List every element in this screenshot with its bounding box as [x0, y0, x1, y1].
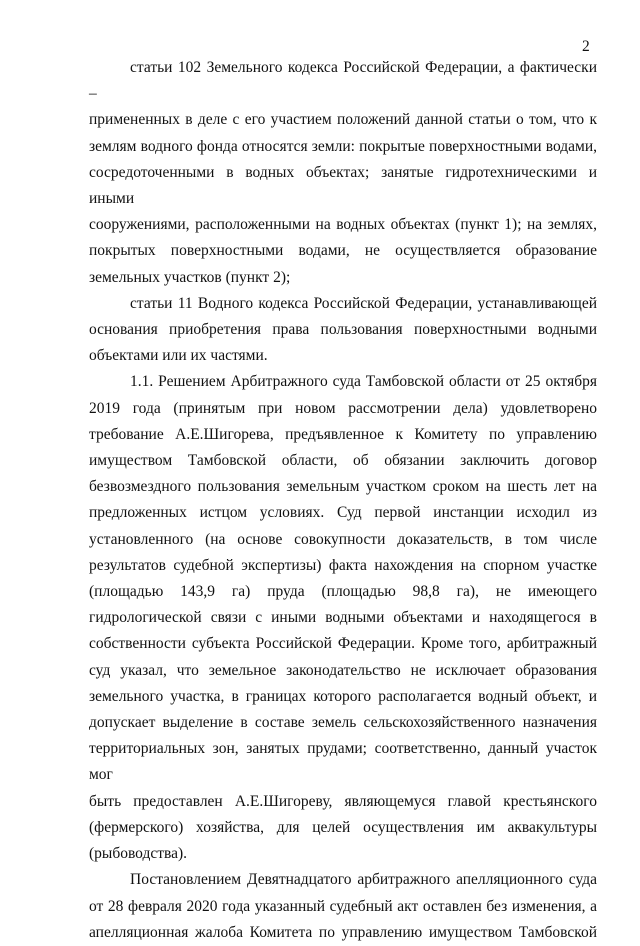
text-line: статьи 102 Земельного кодекса Российской Федерации, а фактически –: [89, 59, 597, 103]
text-line: от 28 февраля 2020 года указанный судебный акт оставлен без изменения, а: [89, 897, 597, 915]
text-line: предложенных истцом условиях. Суд первой инстанции исходил из: [89, 504, 597, 522]
paragraph: [89, 55, 597, 291]
text-line: требование А.Е.Шигорева, предъявленное к Комитету по управлению: [89, 425, 597, 443]
text-line: гидрологической связи с иными водными объектами и находящегося в: [89, 609, 597, 627]
text-line: собственности субъекта Российской Федерации. Кроме того, арбитражный: [89, 635, 597, 653]
text-line: 2019 года (принятым при новом рассмотрении дела) удовлетворено: [89, 399, 597, 417]
text-line: (площадью 143,9 га) пруда (площадью 98,8 га), не имеющего: [89, 583, 597, 601]
text-line: статьи 11 Водного кодекса Российской Федерации, устанавливающей: [130, 294, 597, 312]
text-line: безвозмездного пользования земельным участком сроком на шесть лет на: [89, 478, 597, 496]
text-line: Постановлением Девятнадцатого арбитражного апелляционного суда: [130, 871, 597, 889]
text-line: землям водного фонда относятся земли: покрытые поверхностными водами,: [89, 137, 597, 155]
text-line: объектами или их частями.: [89, 347, 268, 365]
text-line: земельных участков (пункт 2);: [89, 268, 291, 286]
text-line: имуществом Тамбовской области, об обязании заключить договор: [89, 452, 597, 470]
document-body: [89, 55, 597, 946]
text-line: установленного (на основе совокупности доказательств, в том числе: [89, 530, 597, 548]
text-line: покрытых поверхностными водами, не осуществляется образование: [89, 242, 597, 260]
text-line: примененных в деле с его участием положений данной статьи о том, что к: [89, 111, 597, 129]
text-line: территориальных зон, занятых прудами; соответственно, данный участок мог: [89, 740, 597, 784]
text-line: (рыбоводства).: [89, 845, 188, 863]
text-line: апелляционная жалоба Комитета по управлению имуществом Тамбовской: [89, 923, 597, 941]
text-line: сооружениями, расположенными на водных объектах (пункт 1); на землях,: [89, 216, 597, 234]
text-line: суд указал, что земельное законодательство не исключает образования: [89, 661, 597, 679]
text-line: основания приобретения права пользования поверхностными водными: [89, 321, 597, 339]
text-line: (фермерского) хозяйства, для целей осуществления им аквакультуры: [89, 818, 597, 836]
text-line: быть предоставлен А.Е.Шигореву, являющемуся главой крестьянского: [89, 792, 597, 810]
paragraph: [89, 291, 597, 370]
text-line: сосредоточенными в водных объектах; занятые гидротехническими и иными: [89, 163, 597, 208]
text-line: земельного участка, в границах которого располагается водный объект, и: [89, 687, 597, 705]
text-line: допускает выделение в составе земель сельскохозяйственного назначения: [89, 714, 597, 732]
paragraph: [89, 867, 597, 946]
page-number: 2: [582, 38, 590, 55]
text-line: результатов судебной экспертизы) факта нахождения на спорном участке: [89, 556, 597, 574]
paragraph: [89, 369, 597, 867]
text-line: 1.1. Решением Арбитражного суда Тамбовской области от 25 октября: [130, 373, 597, 391]
